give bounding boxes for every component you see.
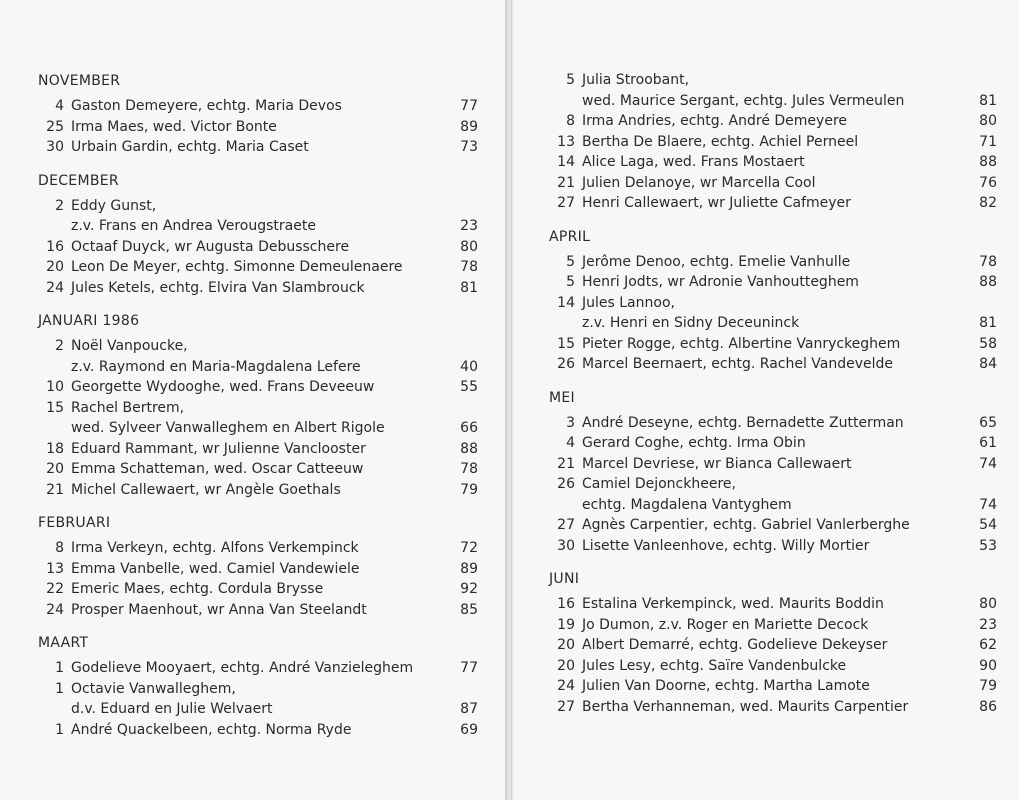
entry-name: Marcel Devriese, wr Bianca Callewaert <box>582 455 852 472</box>
entry-day: 27 <box>557 698 575 715</box>
entry-day: 27 <box>557 195 575 211</box>
entry-relation: wed. Sylveer Vanwalleghem en Albert Rigole <box>71 420 385 436</box>
entry-line <box>38 357 478 378</box>
entry-age: 23 <box>979 616 997 633</box>
month-heading: NOVEMBER <box>38 73 121 89</box>
death-entry <box>549 433 997 454</box>
entry-name: Jules Ketels, echtg. Elvira Van Slambrouck <box>71 279 365 296</box>
entry-line <box>38 137 478 158</box>
entry-age: 80 <box>460 238 478 255</box>
entry-line <box>38 96 478 117</box>
entry-age: 79 <box>460 481 478 498</box>
entry-age: 87 <box>460 701 478 717</box>
entry-age: 53 <box>979 537 997 554</box>
entry-age: 85 <box>460 601 478 618</box>
entry-line <box>38 658 478 679</box>
entry-age: 86 <box>979 698 997 715</box>
entry-age: 88 <box>460 440 478 457</box>
entry-line <box>38 699 478 720</box>
entry-age: 90 <box>979 657 997 674</box>
entry-age: 73 <box>460 139 478 155</box>
entry-age: 72 <box>460 540 478 556</box>
entry-age: 79 <box>979 678 997 694</box>
entry-name: Eduard Rammant, wr Julienne Vanclooster <box>71 440 366 457</box>
entry-age: 62 <box>979 637 997 653</box>
entry-age: 89 <box>460 560 478 577</box>
entry-relation: z.v. Henri en Sidny Deceuninck <box>582 315 800 331</box>
entry-name: Michel Callewaert, wr Angèle Goethals <box>71 481 341 498</box>
month-section <box>38 311 478 500</box>
entry-day: 15 <box>46 399 64 416</box>
death-entry <box>549 454 997 475</box>
entry-age: 61 <box>979 435 997 451</box>
entry-age: 80 <box>979 596 997 612</box>
entry-name: Lisette Vanleenhove, echtg. Willy Mortier <box>582 537 870 554</box>
entry-name: Prosper Maenhout, wr Anna Van Steelandt <box>71 601 367 618</box>
entry-day: 21 <box>557 174 575 191</box>
entry-day: 20 <box>46 461 64 477</box>
death-entry <box>38 579 478 600</box>
death-entry <box>549 676 997 697</box>
death-entry <box>38 459 478 480</box>
month-heading: APRIL <box>549 228 591 245</box>
entry-day: 27 <box>557 517 575 533</box>
entry-name: Emma Schatteman, wed. Oscar Catteeuw <box>71 461 364 477</box>
entry-name: Georgette Wydooghe, wed. Frans Deveeuw <box>71 379 375 395</box>
entry-relation: d.v. Eduard en Julie Welvaert <box>71 701 273 717</box>
death-entry <box>38 377 478 398</box>
entry-name: Urbain Gardin, echtg. Maria Caset <box>71 139 309 155</box>
month-heading: FEBRUARI <box>38 515 111 531</box>
entry-line <box>549 313 997 334</box>
death-entry <box>38 600 478 621</box>
entry-line <box>549 354 997 375</box>
entry-day: 14 <box>557 154 575 170</box>
entry-name: Jo Dumon, z.v. Roger en Mariette Decock <box>582 616 869 633</box>
month-section <box>549 569 997 717</box>
entry-line <box>38 459 478 480</box>
entry-line <box>549 433 997 454</box>
entry-age: 71 <box>979 133 997 150</box>
entry-name: Henri Callewaert, wr Juliette Cafmeyer <box>582 195 851 211</box>
entry-day: 26 <box>557 356 575 372</box>
entry-day: 5 <box>566 72 575 88</box>
entry-line <box>38 418 478 439</box>
entry-day: 1 <box>55 660 64 676</box>
entry-age: 81 <box>979 315 997 331</box>
entry-line <box>38 257 478 278</box>
entry-line <box>549 334 997 355</box>
entry-line <box>38 720 478 741</box>
entry-name: André Deseyne, echtg. Bernadette Zutterman <box>582 414 904 431</box>
entry-age: 77 <box>460 98 478 114</box>
entry-age: 76 <box>979 174 997 191</box>
entry-age: 78 <box>979 253 997 270</box>
entry-name: Marcel Beernaert, echtg. Rachel Vandevelde <box>582 356 894 372</box>
entry-age: 69 <box>460 721 478 738</box>
entry-line <box>38 679 478 700</box>
entry-relation: z.v. Frans en Andrea Verougstraete <box>71 218 316 234</box>
entry-name: Camiel Dejonckheere, <box>582 476 736 492</box>
entry-name: Octaaf Duyck, wr Augusta Debusschere <box>71 238 350 255</box>
death-entry <box>549 293 997 334</box>
month-section <box>38 71 478 158</box>
entry-day: 19 <box>557 616 575 633</box>
entry-line <box>549 656 997 677</box>
entry-day: 30 <box>46 139 64 155</box>
entry-day: 14 <box>557 294 575 311</box>
book-gutter <box>505 0 512 800</box>
entry-name: Jules Lesy, echtg. Saïre Vandenbulcke <box>582 657 847 674</box>
entry-age: 65 <box>979 414 997 431</box>
death-entry <box>38 257 478 278</box>
death-entry <box>549 193 997 214</box>
entry-day: 3 <box>566 414 575 431</box>
death-entry <box>38 336 478 377</box>
entry-relation: z.v. Raymond en Maria-Magdalena Lefere <box>71 358 361 375</box>
entry-name: Emeric Maes, echtg. Cordula Brysse <box>71 581 324 597</box>
entry-line <box>549 132 997 153</box>
entry-line <box>549 91 997 112</box>
entry-day: 26 <box>557 476 575 492</box>
month-section <box>38 633 478 740</box>
entry-age: 74 <box>979 496 997 513</box>
entry-name: Pieter Rogge, echtg. Albertine Vanryckeghem <box>582 335 901 352</box>
entry-name: Jerôme Denoo, echtg. Emelie Vanhulle <box>582 253 851 270</box>
entry-line <box>549 193 997 214</box>
entry-age: 92 <box>460 581 478 597</box>
entry-day: 2 <box>55 338 64 354</box>
entry-line <box>38 439 478 460</box>
entry-line <box>38 278 478 299</box>
death-entry <box>549 656 997 677</box>
entry-line <box>38 216 478 237</box>
entry-name: Jules Lannoo, <box>582 294 675 311</box>
entry-line <box>38 600 478 621</box>
entry-name: Godelieve Mooyaert, echtg. André Vanzieleghem <box>71 660 414 676</box>
death-entry <box>549 515 997 536</box>
death-entry <box>549 635 997 656</box>
entry-line <box>549 454 997 475</box>
death-entry <box>38 278 478 299</box>
entry-line <box>549 635 997 656</box>
entry-day: 20 <box>557 637 575 653</box>
left-column <box>38 71 478 740</box>
death-entry <box>38 480 478 501</box>
entry-day: 10 <box>46 379 64 395</box>
entry-name: Julia Stroobant, <box>582 72 690 88</box>
death-entry <box>38 237 478 258</box>
entry-age: 88 <box>979 274 997 290</box>
death-entry <box>38 658 478 679</box>
entry-day: 20 <box>557 657 575 674</box>
entry-name: Irma Verkeyn, echtg. Alfons Verkempinck <box>71 540 359 556</box>
entry-name: Emma Vanbelle, wed. Camiel Vandewiele <box>71 560 360 577</box>
entry-line <box>38 237 478 258</box>
death-entry <box>549 152 997 173</box>
entry-day: 25 <box>46 118 64 135</box>
entry-age: 78 <box>460 461 478 477</box>
entry-name: Leon De Meyer, echtg. Simonne Demeulenaere <box>71 259 403 275</box>
entry-line <box>549 252 997 273</box>
entry-day: 13 <box>46 560 64 577</box>
entry-name: Irma Maes, wed. Victor Bonte <box>71 118 277 135</box>
death-entry <box>549 111 997 132</box>
entry-line <box>549 536 997 557</box>
entry-name: Bertha Verhanneman, wed. Maurits Carpentier <box>582 698 909 715</box>
entry-age: 74 <box>979 455 997 472</box>
death-entry <box>549 173 997 194</box>
entry-age: 80 <box>979 113 997 129</box>
entry-age: 55 <box>460 379 478 395</box>
entry-day: 8 <box>566 113 575 129</box>
month-section <box>38 513 478 620</box>
entry-day: 1 <box>55 721 64 738</box>
entry-age: 84 <box>979 356 997 372</box>
entry-line <box>549 594 997 615</box>
entry-name: Eddy Gunst, <box>71 197 157 214</box>
death-entry <box>38 439 478 460</box>
entry-line <box>549 495 997 516</box>
entry-day: 8 <box>55 540 64 556</box>
entry-age: 78 <box>460 259 478 275</box>
entry-line <box>549 676 997 697</box>
entry-day: 16 <box>46 238 64 255</box>
entry-line <box>38 579 478 600</box>
entry-age: 89 <box>460 118 478 135</box>
entry-line <box>38 538 478 559</box>
entry-day: 24 <box>46 601 64 618</box>
entry-day: 24 <box>46 279 64 296</box>
entry-line <box>549 173 997 194</box>
entry-age: 58 <box>979 335 997 352</box>
death-entry <box>38 96 478 117</box>
death-entry <box>549 594 997 615</box>
month-section <box>549 70 997 214</box>
right-column <box>549 70 997 717</box>
month-heading: JANUARI 1986 <box>38 313 140 329</box>
death-entry <box>549 272 997 293</box>
entry-name: Bertha De Blaere, echtg. Achiel Perneel <box>582 133 859 150</box>
month-section <box>549 227 997 375</box>
entry-line <box>549 70 997 91</box>
entry-name: Gaston Demeyere, echtg. Maria Devos <box>71 98 342 114</box>
entry-day: 15 <box>557 335 575 352</box>
entry-age: 82 <box>979 195 997 211</box>
death-entry <box>549 334 997 355</box>
death-entry <box>549 70 997 111</box>
death-entry <box>38 720 478 741</box>
entry-day: 4 <box>55 98 64 114</box>
entry-line <box>38 398 478 419</box>
month-heading: JUNI <box>549 571 580 587</box>
death-entry <box>549 354 997 375</box>
month-heading: MAART <box>38 635 89 651</box>
entry-line <box>549 615 997 636</box>
entry-line <box>38 377 478 398</box>
entry-line <box>38 480 478 501</box>
entry-age: 54 <box>979 517 997 533</box>
entry-line <box>38 336 478 357</box>
entry-day: 21 <box>557 455 575 472</box>
death-entry <box>38 679 478 720</box>
death-entry <box>38 398 478 439</box>
entry-day: 21 <box>46 481 64 498</box>
entry-day: 13 <box>557 133 575 150</box>
month-section <box>549 388 997 557</box>
entry-name: Albert Demarré, echtg. Godelieve Dekeyser <box>582 637 888 653</box>
death-entry <box>549 132 997 153</box>
death-entry <box>549 252 997 273</box>
death-entry <box>38 137 478 158</box>
entry-name: Alice Laga, wed. Frans Mostaert <box>582 154 805 170</box>
entry-name: Estalina Verkempinck, wed. Maurits Boddin <box>582 596 884 612</box>
entry-day: 4 <box>566 435 575 451</box>
month-section <box>38 171 478 299</box>
entry-age: 88 <box>979 154 997 170</box>
month-heading: MEI <box>549 389 575 406</box>
death-entry <box>549 536 997 557</box>
entry-age: 23 <box>460 218 478 234</box>
entry-relation: wed. Maurice Sergant, echtg. Jules Vermeulen <box>582 92 905 109</box>
death-entry <box>38 196 478 237</box>
death-entry <box>38 538 478 559</box>
entry-day: 20 <box>46 259 64 275</box>
entry-line <box>38 117 478 138</box>
entry-day: 5 <box>566 253 575 270</box>
entry-name: Gerard Coghe, echtg. Irma Obin <box>582 435 806 451</box>
entry-line <box>549 272 997 293</box>
entry-day: 1 <box>55 680 64 697</box>
entry-name: Agnès Carpentier, echtg. Gabriel Vanlerberghe <box>582 517 910 533</box>
entry-age: 77 <box>460 660 478 676</box>
entry-day: 16 <box>557 596 575 612</box>
entry-name: André Quackelbeen, echtg. Norma Ryde <box>71 721 352 738</box>
entry-line <box>549 152 997 173</box>
entry-name: Julien Van Doorne, echtg. Martha Lamote <box>582 678 870 694</box>
entry-line <box>549 111 997 132</box>
entry-name: Julien Delanoye, wr Marcella Cool <box>582 174 816 191</box>
month-heading: DECEMBER <box>38 172 119 189</box>
entry-line <box>38 196 478 217</box>
entry-day: 22 <box>46 581 64 597</box>
left-page <box>0 0 506 800</box>
entry-name: Rachel Bertrem, <box>71 399 185 416</box>
death-entry <box>549 413 997 434</box>
entry-age: 81 <box>460 279 478 296</box>
entry-relation: echtg. Magdalena Vantyghem <box>582 496 792 513</box>
entry-line <box>549 697 997 718</box>
entry-age: 40 <box>460 358 478 375</box>
death-entry <box>38 117 478 138</box>
entry-line <box>549 293 997 314</box>
entry-line <box>38 559 478 580</box>
entry-day: 30 <box>557 537 575 554</box>
death-entry <box>549 615 997 636</box>
entry-age: 66 <box>460 420 478 436</box>
entry-day: 18 <box>46 440 64 457</box>
entry-line <box>549 413 997 434</box>
death-entry <box>549 474 997 515</box>
entry-day: 24 <box>557 678 575 694</box>
entry-age: 81 <box>979 92 997 109</box>
entry-day: 2 <box>55 197 64 214</box>
entry-name: Irma Andries, echtg. André Demeyere <box>582 113 848 129</box>
entry-name: Noël Vanpoucke, <box>71 338 188 354</box>
right-page <box>512 0 1019 800</box>
entry-line <box>549 515 997 536</box>
death-entry <box>38 559 478 580</box>
death-entry <box>549 697 997 718</box>
entry-line <box>549 474 997 495</box>
entry-name: Henri Jodts, wr Adronie Vanhoutteghem <box>582 274 859 290</box>
entry-day: 5 <box>566 274 575 290</box>
entry-name: Octavie Vanwalleghem, <box>71 680 236 697</box>
